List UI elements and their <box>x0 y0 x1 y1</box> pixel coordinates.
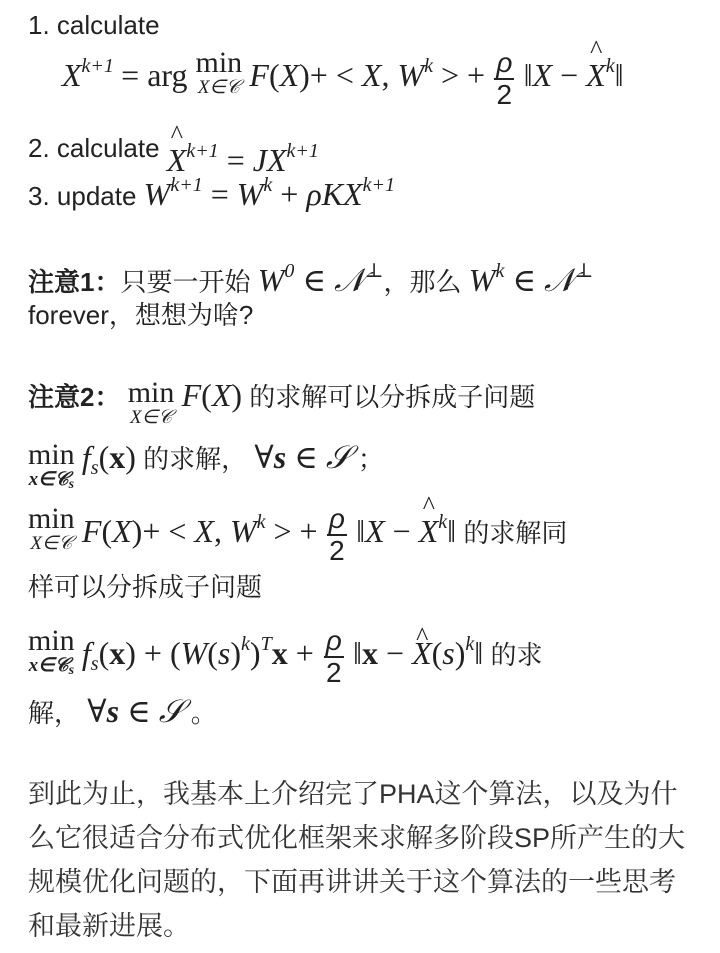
note2-line2: min x∈𝒞$_s$ $f_s(x)$ 的求解， ∀s ∈ 𝒮 ； <box>28 438 384 492</box>
note2-line6: 解， ∀s ∈ 𝒮 。 <box>28 693 217 729</box>
note2-text-e: 样可以分拆成子问题 <box>28 572 263 602</box>
note2-text-c: ； <box>357 444 384 474</box>
note2-text-a: 的求解可以分拆成子问题 <box>249 382 536 412</box>
step2-formula: ^ $X^{k+1} = JX^{k+1}$ <box>167 147 319 177</box>
note1-label: 注意1： <box>28 267 121 297</box>
step3-formula: $W^{k+1} = W^k + \rho KX^{k+1}$ <box>143 174 395 212</box>
step3-label: 3. update <box>28 181 137 211</box>
step1-label: 1. calculate <box>28 10 160 40</box>
note2-text-d: 的求解同 <box>463 517 568 548</box>
note2-line5: min x∈𝒞$_s$ $f_s(x) + (W(s)^k)^Tx$ + $\frac{\rho}{2}$ ‖x − ^ $X(s)^k‖$ 的求 <box>28 626 543 688</box>
note2-text-f: 的求 <box>490 639 543 670</box>
step2-line <box>28 120 319 178</box>
step1-formula: $X^{k+1}$ = arg min X∈𝒞 F(X)+ < X, $W^k$ > + $\frac{\rho}{2}$ ‖X − ^ $X^k‖$ <box>62 48 624 110</box>
note1-text-b: ，那么 <box>383 267 462 297</box>
note1-text-a: 只要一开始 <box>120 267 251 297</box>
note1-formula-a: $W^0$ ∈ 𝒩⊥ <box>257 260 384 298</box>
note2-line3: min X∈𝒞 F(X)+ < X, $W^k$ > + $\frac{\rho}{2}$ ‖X − ^ $X^k‖$ 的求解同 <box>28 504 567 566</box>
note2-line1: 注意2： min X∈𝒞 F(X) 的求解可以分拆成子问题 <box>28 376 536 428</box>
step3-line <box>28 168 395 213</box>
note1-formula-b: $W^k$ ∈ 𝒩⊥ <box>468 260 594 298</box>
note1-text-c: forever，想想为啥? <box>28 300 254 330</box>
summary-paragraph: 到此为止，我基本上介绍完了PHA这个算法，以及为什么它很适合分布式优化框架来求解多阶段SP所产生的大规模优化问题的，下面再讲讲关于这个算法的一些思考和最新进展。 <box>28 779 686 941</box>
note2-text-b: 的求解， <box>143 444 248 474</box>
note2-text-g: 解， <box>28 698 81 728</box>
note2-text-h: 。 <box>190 698 217 728</box>
note1-line1 <box>28 254 593 299</box>
step2-label: 2. calculate <box>28 133 160 163</box>
note2-label: 注意2： <box>28 382 121 412</box>
